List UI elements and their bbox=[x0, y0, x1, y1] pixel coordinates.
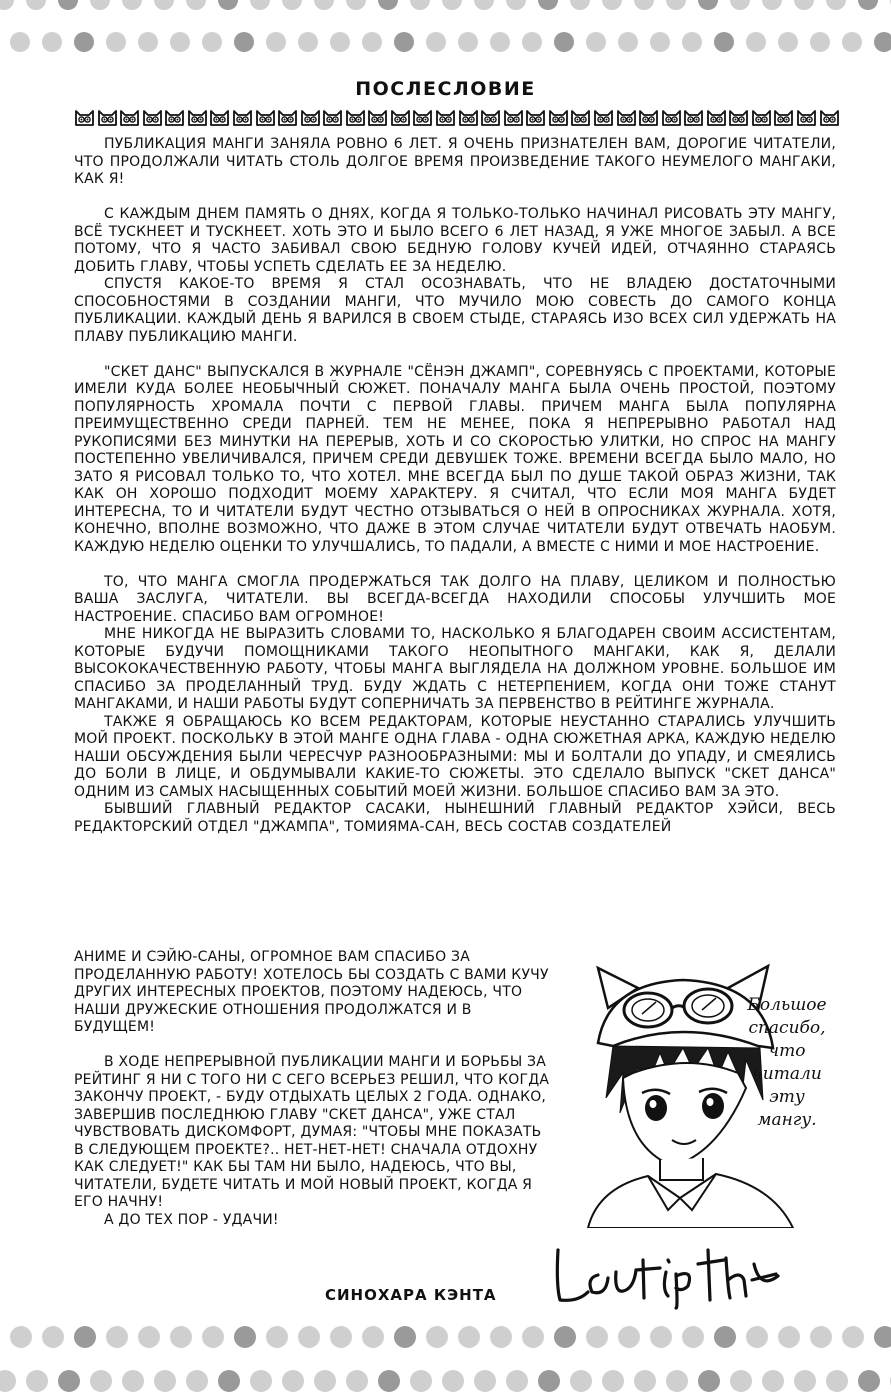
cat-face-icon bbox=[683, 107, 704, 127]
handwritten-signature bbox=[548, 1230, 788, 1310]
decorative-dot bbox=[506, 0, 526, 10]
paragraph: ТАКЖЕ Я ОБРАЩАЮСЬ КО ВСЕМ РЕДАКТОРАМ, КОТОРЫЕ НЕУСТАННО СТАРАЛИСЬ УЛУЧШИТЬ МОЙ ПРОЕКТ. ПОСКОЛЬКУ В ЭТОЙ МАНГЕ ОДНА ГЛАВА - ОДНА СЮЖЕТНАЯ АРКА, КАЖДУЮ НЕДЕЛЮ НАШИ ОБСУЖДЕНИЯ БЫЛИ ЧЕРЕСЧУР РАЗНООБРАЗНЫМИ: МЫ И БОЛТАЛИ ДО УПАДУ, И СМЕЯЛИСЬ ДО БОЛИ В ЛИЦЕ, И ОБДУМЫВАЛИ КАКИЕ-ТО СЮЖЕТЫ. ЭТО СДЕЛАЛО ВЫПУСК "СКЕТ ДАНСА" ОДНИМ ИЗ САМЫХ НАСЫЩЕННЫХ СОБЫТИЙ МОЕЙ ЖИЗНИ. БОЛЬШОЕ СПАСИБО ВАМ ЗА ЭТО. bbox=[74, 713, 836, 800]
decorative-dot bbox=[234, 32, 254, 52]
decorative-dot bbox=[346, 1370, 368, 1392]
decorative-dot bbox=[378, 0, 398, 10]
cat-face-icon bbox=[751, 107, 772, 127]
decorative-dot bbox=[634, 1370, 656, 1392]
paragraph: СПУСТЯ КАКОЕ-ТО ВРЕМЯ Я СТАЛ ОСОЗНАВАТЬ, ЧТО НЕ ВЛАДЕЮ ДОСТАТОЧНЫМИ СПОСОБНОСТЯМИ В СОЗДАНИИ МАНГИ, ЧТО МУЧИЛО МОЮ СОВЕСТЬ ДО САМОГО КОНЦА ПУБЛИКАЦИИ. КАЖДЫЙ ДЕНЬ Я ВАРИЛСЯ В СВОЕМ СТЫДЕ, СТАРАЯСЬ ИЗО ВСЕХ СИЛ УДЕРЖАТЬ НА ПЛАВУ ПУБЛИКАЦИЮ МАНГИ. bbox=[74, 276, 836, 345]
decorative-dot bbox=[874, 32, 891, 52]
decorative-dot bbox=[218, 0, 238, 10]
cat-face-icon bbox=[503, 107, 524, 127]
cat-face-icon bbox=[232, 107, 253, 127]
paragraph: В ХОДЕ НЕПРЕРЫВНОЙ ПУБЛИКАЦИИ МАНГИ И БОРЬБЫ ЗА РЕЙТИНГ Я НИ С ТОГО НИ С СЕГО ВСЕРЬЕЗ РЕШИЛ, ЧТО КОГДА ЗАКОНЧУ ПРОЕКТ, - БУДУ ОТДЫХАТЬ ЦЕЛЫХ 2 ГОДА. ОДНАКО, ЗАВЕРШИВ ПОСЛЕДНЮЮ ГЛАВУ "СКЕТ ДАНСА", УЖЕ СТАЛ ЧУВСТВОВАТЬ ДИСКОМФОРТ, ДУМАЯ: "ЧТОБЫ МНЕ ПОКАЗАТЬ В СЛЕДУЮЩЕМ ПРОЕКТЕ?.. НЕТ-НЕТ-НЕТ! СНАЧАЛА ОТДОХНУ КАК СЛЕДУЕТ!" КАК БЫ ТАМ НИ БЫЛО, НАДЕЮСЬ, ЧТО ВЫ, ЧИТАТЕЛИ, БУДЕТЕ ЧИТАТЬ И МОЙ НОВЫЙ ПРОЕКТ, КОГДА Я ЕГО НАЧНУ! bbox=[74, 1054, 550, 1210]
shirt bbox=[588, 1174, 793, 1228]
decorative-dot bbox=[250, 0, 270, 10]
decorative-dot bbox=[218, 1370, 240, 1392]
decorative-dot bbox=[570, 1370, 592, 1392]
cat-face-decoration-row bbox=[74, 107, 840, 129]
decorative-dot bbox=[826, 0, 846, 10]
decorative-dot bbox=[138, 32, 158, 52]
handnote-line: эту bbox=[769, 1087, 805, 1107]
decorative-dot bbox=[282, 1370, 304, 1392]
decorative-dot bbox=[10, 1326, 32, 1348]
decorative-dot bbox=[522, 1326, 544, 1348]
decorative-dot bbox=[266, 1326, 288, 1348]
decorative-dot bbox=[0, 0, 14, 10]
handnote-line: спасибо, bbox=[748, 1018, 826, 1038]
decorative-dot bbox=[362, 1326, 384, 1348]
decorative-dot bbox=[58, 1370, 80, 1392]
decorative-dot bbox=[746, 1326, 768, 1348]
decorative-dot bbox=[538, 0, 558, 10]
decorative-dot bbox=[106, 32, 126, 52]
cat-face-icon bbox=[728, 107, 749, 127]
decorative-dot bbox=[650, 1326, 672, 1348]
decorative-dot bbox=[506, 1370, 528, 1392]
decorative-dot bbox=[250, 1370, 272, 1392]
cat-face-icon bbox=[458, 107, 479, 127]
decorative-dot bbox=[330, 1326, 352, 1348]
decorative-dot bbox=[154, 1370, 176, 1392]
paragraph: ПУБЛИКАЦИЯ МАНГИ ЗАНЯЛА РОВНО 6 ЛЕТ. Я ОЧЕНЬ ПРИЗНАТЕЛЕН ВАМ, ДОРОГИЕ ЧИТАТЕЛИ, ЧТО ПРОДОЛЖАЛИ ЧИТАТЬ СТОЛЬ ДОЛГОЕ ВРЕМЯ ПРОИЗВЕДЕНИЕ ТАКОГО НЕУМЕЛОГО МАНГАКИ, КАК Я! bbox=[74, 136, 836, 187]
decorative-dot bbox=[186, 0, 206, 10]
cat-face-icon bbox=[209, 107, 230, 127]
decorative-dot bbox=[138, 1326, 160, 1348]
decorative-dot bbox=[298, 1326, 320, 1348]
decorative-dot bbox=[410, 1370, 432, 1392]
paragraph: ТО, ЧТО МАНГА СМОГЛА ПРОДЕРЖАТЬСЯ ТАК ДОЛГО НА ПЛАВУ, ЦЕЛИКОМ И ПОЛНОСТЬЮ ВАША ЗАСЛУГА, ЧИТАТЕЛИ. ВЫ ВСЕГДА-ВСЕГДА НАХОДИЛИ СПОСОБЫ УЛУЧШИТЬ МОЕ НАСТРОЕНИЕ. СПАСИБО ВАМ ОГРОМНОЕ! bbox=[74, 573, 836, 625]
decorative-dot bbox=[794, 0, 814, 10]
decorative-dot bbox=[42, 32, 62, 52]
paragraph: "СКЕТ ДАНС" ВЫПУСКАЛСЯ В ЖУРНАЛЕ "СЁНЭН ДЖАМП", СОРЕВНУЯСЬ С ПРОЕКТАМИ, КОТОРЫЕ ИМЕЛИ КУДА БОЛЕЕ НЕОБЫЧНЫЙ СЮЖЕТ. ПОНАЧАЛУ МАНГА БЫЛА ОЧЕНЬ ПРОСТОЙ, ПОЭТОМУ ПОПУЛЯРНОСТЬ ХРОМАЛА ПОЧТИ С ПЕРВОЙ ГЛАВЫ. ПРИЧЕМ МАНГА БЫЛА ПОПУЛЯРНА ПРЕИМУЩЕСТВЕННО СРЕДИ ПАРНЕЙ. ТЕМ НЕ МЕНЕЕ, ПОКА Я НЕПРЕРЫВНО РАБОТАЛ НАД РУКОПИСЯМИ БЕЗ МИНУТКИ НА ПЕРЕРЫВ, ХОТЬ И СО СКОРОСТЬЮ УЛИТКИ, НО СПРОС НА МАНГУ ПОСТЕПЕННО УВЕЛИЧИВАЛСЯ, ПРИЧЕМ СРЕДИ ДЕВУШЕК ТОЖЕ. ВРЕМЕНИ ВСЕГДА БЫЛО МАЛО, НО ЗАТО Я РИСОВАЛ ТОЛЬКО ТО, ЧТО ХОТЕЛ. МНЕ ВСЕГДА БЫЛ ПО ДУШЕ ТАКОЙ ОБРАЗ ЖИЗНИ, ТАК КАК ОН ХОРОШО ПОДХОДИТ МОЕМУ ХАРАКТЕРУ. Я СЧИТАЛ, ЧТО ЕСЛИ МОЯ МАНГА БУДЕТ ИНТЕРЕСНА, ТО И ЧИТАТЕЛИ БУДУТ ЧЕСТНО ОТЗЫВАТЬСЯ О НЕЙ В ОПРОСНИКАХ ЖУРНАЛА. ХОТЯ, КОНЕЧНО, ВПОЛНЕ ВОЗМОЖНО, ЧТО ДАЖЕ В ЭТОМ СЛУЧАЕ ЧИТАТЕЛИ БУДУТ ОТВЕЧАТЬ НАОБУМ. КАЖДУЮ НЕДЕЛЮ ОЦЕНКИ ТО УЛУЧШАЛИСЬ, ТО ПАДАЛИ, А ВМЕСТЕ С НИМИ И МОЕ НАСТРОЕНИЕ. bbox=[74, 363, 836, 555]
cat-face-icon bbox=[255, 107, 276, 127]
decorative-dot bbox=[730, 1370, 752, 1392]
decorative-dot bbox=[346, 0, 366, 10]
decorative-dot bbox=[714, 1326, 736, 1348]
handnote-line: Большое bbox=[747, 995, 827, 1015]
decorative-dot bbox=[490, 1326, 512, 1348]
paragraph: С КАЖДЫМ ДНЕМ ПАМЯТЬ О ДНЯХ, КОГДА Я ТОЛЬКО-ТОЛЬКО НАЧИНАЛ РИСОВАТЬ ЭТУ МАНГУ, ВСЁ ТУСКНЕЕТ И ТУСКНЕЕТ. ХОТЬ ЭТО И БЫЛО ВСЕГО 6 ЛЕТ НАЗАД, Я УЖЕ МНОГОЕ ЗАБЫЛ. А ВСЕ ПОТОМУ, ЧТО Я ЧАСТО ЗАБИВАЛ СВОЮ БЕДНУЮ ГОЛОВУ КУЧЕЙ ИДЕЙ, ОТЧАЯННО СТАРАЯСЬ ДОБИТЬ ГЛАВУ, ЧТОБЫ УСПЕТЬ СДЕЛАТЬ ЕЕ ЗА НЕДЕЛЮ. bbox=[74, 206, 836, 275]
main-text bbox=[74, 136, 836, 836]
decorative-dot bbox=[794, 1370, 816, 1392]
decorative-dot bbox=[682, 32, 702, 52]
decorative-dot bbox=[666, 1370, 688, 1392]
decorative-dot bbox=[426, 32, 446, 52]
decorative-dot bbox=[602, 0, 622, 10]
cat-face-icon bbox=[570, 107, 591, 127]
paragraph: АНИМЕ И СЭЙЮ-САНЫ, ОГРОМНОЕ ВАМ СПАСИБО ЗА ПРОДЕЛАННУЮ РАБОТУ! ХОТЕЛОСЬ БЫ СОЗДАТЬ С ВАМИ КУЧУ ДРУГИХ ИНТЕРЕСНЫХ ПРОЕКТОВ, ПОЭТОМУ НАДЕЮСЬ, ЧТО НАШИ ДРУЖЕСКИЕ ОТНОШЕНИЯ ПРОДОЛЖАТСЯ И В БУДУЩЕМ! bbox=[74, 949, 549, 1035]
cat-face-icon bbox=[142, 107, 163, 127]
cat-face-icon bbox=[525, 107, 546, 127]
decorative-dot bbox=[586, 1326, 608, 1348]
cat-face-icon bbox=[345, 107, 366, 127]
cat-face-icon bbox=[300, 107, 321, 127]
cat-face-icon bbox=[412, 107, 433, 127]
decorative-dot bbox=[522, 32, 542, 52]
decorative-dot bbox=[858, 0, 878, 10]
cat-face-icon bbox=[480, 107, 501, 127]
bottom-dot-border bbox=[0, 1320, 891, 1400]
cat-face-icon bbox=[322, 107, 343, 127]
cat-face-icon bbox=[661, 107, 682, 127]
decorative-dot bbox=[730, 0, 750, 10]
cat-face-icon bbox=[187, 107, 208, 127]
decorative-dot bbox=[858, 1370, 880, 1392]
decorative-dot bbox=[458, 32, 478, 52]
side-text bbox=[74, 949, 554, 1229]
handnote-line: мангу. bbox=[757, 1110, 817, 1130]
handwritten-thank-you-note bbox=[732, 994, 842, 1132]
decorative-dot bbox=[202, 1326, 224, 1348]
decorative-dot bbox=[874, 1326, 891, 1348]
face bbox=[623, 1063, 746, 1166]
decorative-dot bbox=[74, 1326, 96, 1348]
cat-face-icon bbox=[796, 107, 817, 127]
decorative-dot bbox=[282, 0, 302, 10]
handnote-line: что bbox=[768, 1041, 806, 1061]
decorative-dot bbox=[170, 1326, 192, 1348]
decorative-dot bbox=[90, 1370, 112, 1392]
decorative-dot bbox=[618, 1326, 640, 1348]
cat-face-icon bbox=[119, 107, 140, 127]
decorative-dot bbox=[682, 1326, 704, 1348]
decorative-dot bbox=[202, 32, 222, 52]
decorative-dot bbox=[826, 1370, 848, 1392]
cat-face-icon bbox=[164, 107, 185, 127]
decorative-dot bbox=[266, 32, 286, 52]
decorative-dot bbox=[762, 0, 782, 10]
decorative-dot bbox=[426, 1326, 448, 1348]
decorative-dot bbox=[330, 32, 350, 52]
neck bbox=[660, 1158, 703, 1180]
decorative-dot bbox=[74, 32, 94, 52]
cat-face-icon bbox=[638, 107, 659, 127]
decorative-dot bbox=[442, 0, 462, 10]
decorative-dot bbox=[810, 1326, 832, 1348]
paragraph: БЫВШИЙ ГЛАВНЫЙ РЕДАКТОР САСАКИ, НЫНЕШНИЙ ГЛАВНЫЙ РЕДАКТОР ХЭЙСИ, ВЕСЬ РЕДАКТОРСКИЙ ОТДЕЛ "ДЖАМПА", ТОМИЯМА-САН, ВЕСЬ СОСТАВ СОЗДАТЕЛЕЙ bbox=[74, 801, 836, 835]
decorative-dot bbox=[698, 0, 718, 10]
cat-face-icon bbox=[390, 107, 411, 127]
paragraph: МНЕ НИКОГДА НЕ ВЫРАЗИТЬ СЛОВАМИ ТО, НАСКОЛЬКО Я БЛАГОДАРЕН СВОИМ АССИСТЕНТАМ, КОТОРЫЕ БУДУЧИ ПОМОЩНИКАМИ ТАКОГО НЕОПЫТНОГО МАНГАКИ, КАК Я, ДЕЛАЛИ ВЫСОКОКАЧЕСТВЕННУЮ РАБОТУ, ЧТОБЫ МАНГА ВЫГЛЯДЕЛА НА ДОЛЖНОМ УРОВНЕ. БОЛЬШОЕ ИМ СПАСИБО ЗА ПРОДЕЛАННЫЙ ТРУД. БУДУ ЖДАТЬ С НЕТЕРПЕНИЕМ, КОГДА ОНИ ТОЖЕ СТАНУТ МАНГАКАМИ, И НАШИ РАБОТЫ БУДУТ СОПЕРНИЧАТЬ ЗА ПЕРВЕНСТВО В РЕЙТИНГЕ ЖУРНАЛА. bbox=[74, 626, 836, 712]
cat-face-icon bbox=[593, 107, 614, 127]
decorative-dot bbox=[0, 1370, 16, 1392]
decorative-dot bbox=[554, 1326, 576, 1348]
handnote-line: читали bbox=[752, 1064, 822, 1084]
paragraph: А ДО ТЕХ ПОР - УДАЧИ! bbox=[104, 1211, 279, 1228]
decorative-dot bbox=[234, 1326, 256, 1348]
decorative-dot bbox=[602, 1370, 624, 1392]
cat-face-icon bbox=[277, 107, 298, 127]
decorative-dot bbox=[298, 32, 318, 52]
decorative-dot bbox=[58, 0, 78, 10]
decorative-dot bbox=[746, 32, 766, 52]
decorative-dot bbox=[90, 0, 110, 10]
cat-face-icon bbox=[548, 107, 569, 127]
decorative-dot bbox=[106, 1326, 128, 1348]
decorative-dot bbox=[714, 32, 734, 52]
decorative-dot bbox=[474, 1370, 496, 1392]
cat-face-icon bbox=[435, 107, 456, 127]
decorative-dot bbox=[650, 32, 670, 52]
decorative-dot bbox=[586, 32, 606, 52]
decorative-dot bbox=[778, 1326, 800, 1348]
decorative-dot bbox=[570, 0, 590, 10]
decorative-dot bbox=[378, 1370, 400, 1392]
decorative-dot bbox=[394, 1326, 416, 1348]
cat-face-icon bbox=[74, 107, 95, 127]
decorative-dot bbox=[186, 1370, 208, 1392]
decorative-dot bbox=[26, 0, 46, 10]
decorative-dot bbox=[42, 1326, 64, 1348]
decorative-dot bbox=[810, 32, 830, 52]
decorative-dot bbox=[666, 0, 686, 10]
decorative-dot bbox=[474, 0, 494, 10]
author-name: СИНОХАРА КЭНТА bbox=[325, 1286, 497, 1304]
decorative-dot bbox=[842, 32, 862, 52]
decorative-dot bbox=[842, 1326, 864, 1348]
cat-face-icon bbox=[367, 107, 388, 127]
decorative-dot bbox=[122, 0, 142, 10]
decorative-dot bbox=[314, 1370, 336, 1392]
cat-face-icon bbox=[97, 107, 118, 127]
decorative-dot bbox=[410, 0, 430, 10]
decorative-dot bbox=[618, 32, 638, 52]
cat-face-icon bbox=[616, 107, 637, 127]
decorative-dot bbox=[154, 0, 174, 10]
decorative-dot bbox=[490, 32, 510, 52]
decorative-dot bbox=[10, 32, 30, 52]
decorative-dot bbox=[458, 1326, 480, 1348]
decorative-dot bbox=[538, 1370, 560, 1392]
top-dot-border bbox=[0, 0, 891, 60]
decorative-dot bbox=[762, 1370, 784, 1392]
decorative-dot bbox=[634, 0, 654, 10]
decorative-dot bbox=[698, 1370, 720, 1392]
decorative-dot bbox=[26, 1370, 48, 1392]
decorative-dot bbox=[442, 1370, 464, 1392]
decorative-dot bbox=[394, 32, 414, 52]
decorative-dot bbox=[362, 32, 382, 52]
page-title: ПОСЛЕСЛОВИЕ bbox=[355, 78, 536, 100]
cat-face-icon bbox=[773, 107, 794, 127]
cat-face-icon bbox=[819, 107, 840, 127]
decorative-dot bbox=[170, 32, 190, 52]
decorative-dot bbox=[122, 1370, 144, 1392]
decorative-dot bbox=[778, 32, 798, 52]
decorative-dot bbox=[314, 0, 334, 10]
cat-face-icon bbox=[706, 107, 727, 127]
decorative-dot bbox=[554, 32, 574, 52]
